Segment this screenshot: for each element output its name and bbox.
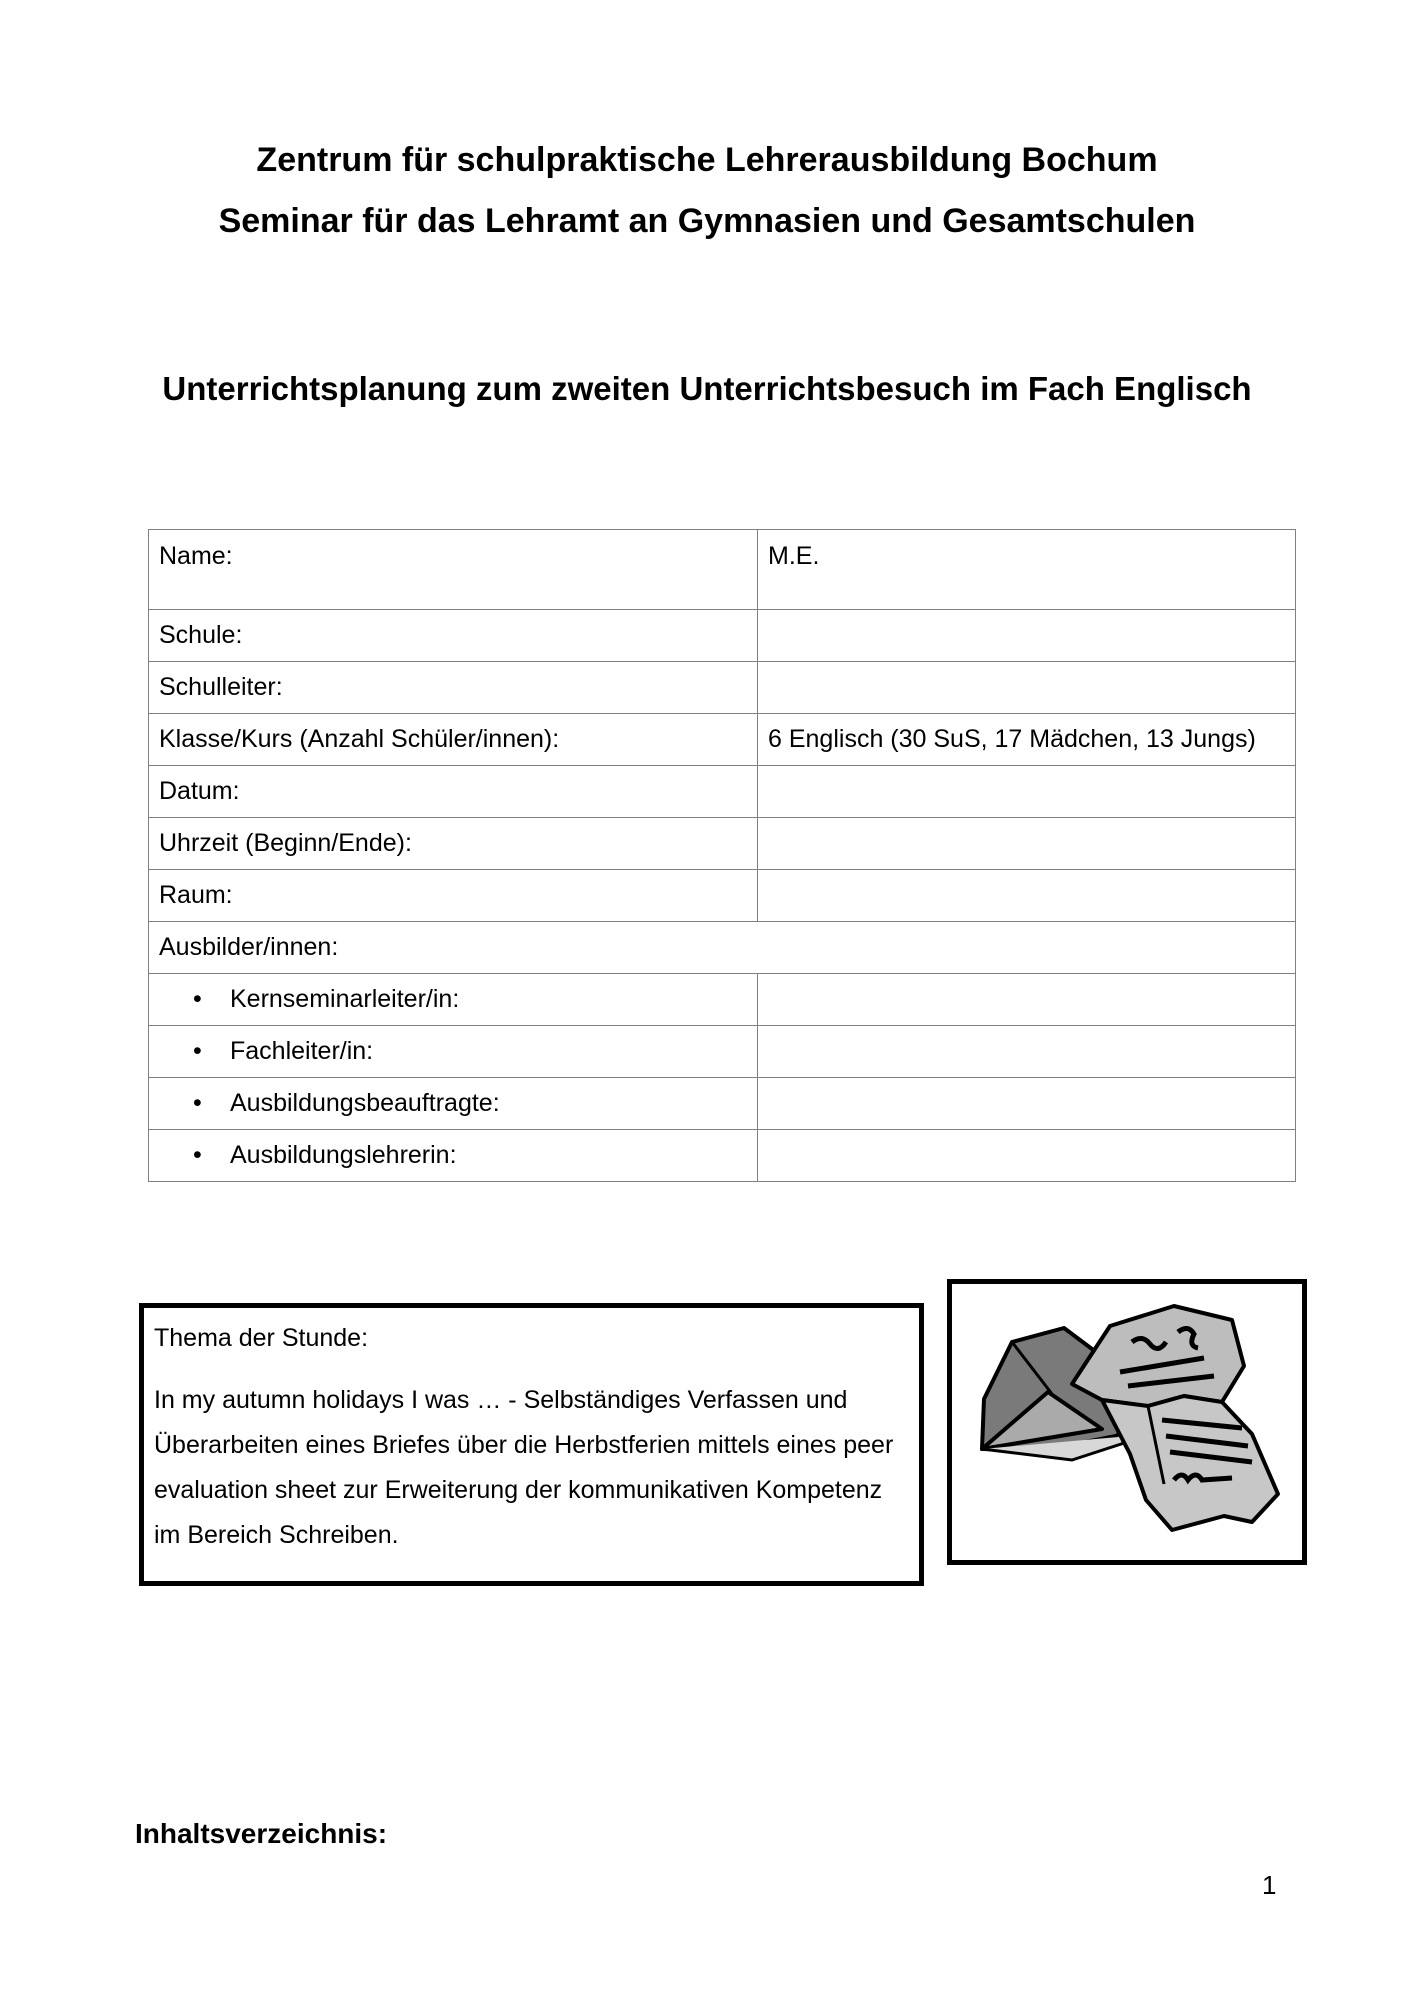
schule-label: Schule:	[149, 610, 758, 662]
table-row	[149, 1130, 1296, 1182]
illustration-frame	[947, 1279, 1307, 1565]
table-row	[149, 818, 1296, 870]
schule-value	[758, 610, 1296, 662]
table-row	[149, 870, 1296, 922]
ausbildungslehrerin-value	[758, 1130, 1296, 1182]
table-row	[149, 974, 1296, 1026]
toc-heading: Inhaltsverzeichnis:	[135, 1818, 388, 1849]
ausbildungslehrerin-label: Ausbildungslehrerin:	[230, 1141, 457, 1169]
datum-value	[758, 766, 1296, 818]
institution-title: Zentrum für schulpraktische Lehrerausbildung Bochum	[256, 141, 1158, 179]
seminar-title: Seminar für das Lehramt an Gymnasien und Gesamtschulen	[218, 202, 1196, 240]
name-label: Name:	[149, 530, 758, 610]
bullet-icon: •	[193, 1141, 202, 1169]
fachleiter-value	[758, 1026, 1296, 1078]
ausbildungslehrerin-cell	[149, 1130, 758, 1182]
table-row	[149, 662, 1296, 714]
kernseminarleiter-cell	[149, 974, 758, 1026]
uhrzeit-value	[758, 818, 1296, 870]
table-row	[149, 714, 1296, 766]
page-number: 1	[1262, 1870, 1277, 1900]
document-subtitle: Unterrichtsplanung zum zweiten Unterrichtsbesuch im Fach Englisch	[162, 370, 1252, 407]
table-row	[149, 1078, 1296, 1130]
table-row	[149, 922, 1296, 974]
ausbilder-label: Ausbilder/innen:	[149, 922, 1296, 974]
document-header	[0, 130, 1414, 252]
table-row	[149, 1026, 1296, 1078]
bullet-icon: •	[193, 1037, 202, 1065]
fachleiter-label: Fachleiter/in:	[230, 1037, 374, 1065]
raum-value	[758, 870, 1296, 922]
ausbildungsbeauftragte-value	[758, 1078, 1296, 1130]
schulleiter-value	[758, 662, 1296, 714]
fachleiter-cell	[149, 1026, 758, 1078]
info-table	[148, 529, 1296, 1182]
uhrzeit-label: Uhrzeit (Beginn/Ende):	[149, 818, 758, 870]
ausbildungsbeauftragte-cell	[149, 1078, 758, 1130]
table-row	[149, 766, 1296, 818]
ausbildungsbeauftragte-label: Ausbildungsbeauftragte:	[230, 1089, 500, 1117]
table-row	[149, 610, 1296, 662]
table-row	[149, 530, 1296, 610]
kernseminarleiter-value	[758, 974, 1296, 1026]
klasse-value: 6 Englisch (30 SuS, 17 Mädchen, 13 Jungs)	[758, 714, 1296, 766]
name-value: M.E.	[758, 530, 1296, 610]
bullet-icon: •	[193, 985, 202, 1013]
kernseminarleiter-label: Kernseminarleiter/in:	[230, 985, 460, 1013]
bullet-icon: •	[193, 1089, 202, 1117]
datum-label: Datum:	[149, 766, 758, 818]
topic-text: In my autumn holidays I was … - Selbständiges Verfassen und Überarbeiten eines Briefes über die Herbstferien mittels eines peer evaluation sheet zur Erweiterung der kommunikativen Kompetenz im Bereich Schreiben.	[154, 1386, 894, 1549]
klasse-label: Klasse/Kurs (Anzahl Schüler/innen):	[149, 714, 758, 766]
raum-label: Raum:	[149, 870, 758, 922]
schulleiter-label: Schulleiter:	[149, 662, 758, 714]
letter-and-envelope-icon	[952, 1284, 1302, 1560]
topic-box	[139, 1303, 924, 1586]
topic-title: Thema der Stunde:	[154, 1324, 369, 1352]
